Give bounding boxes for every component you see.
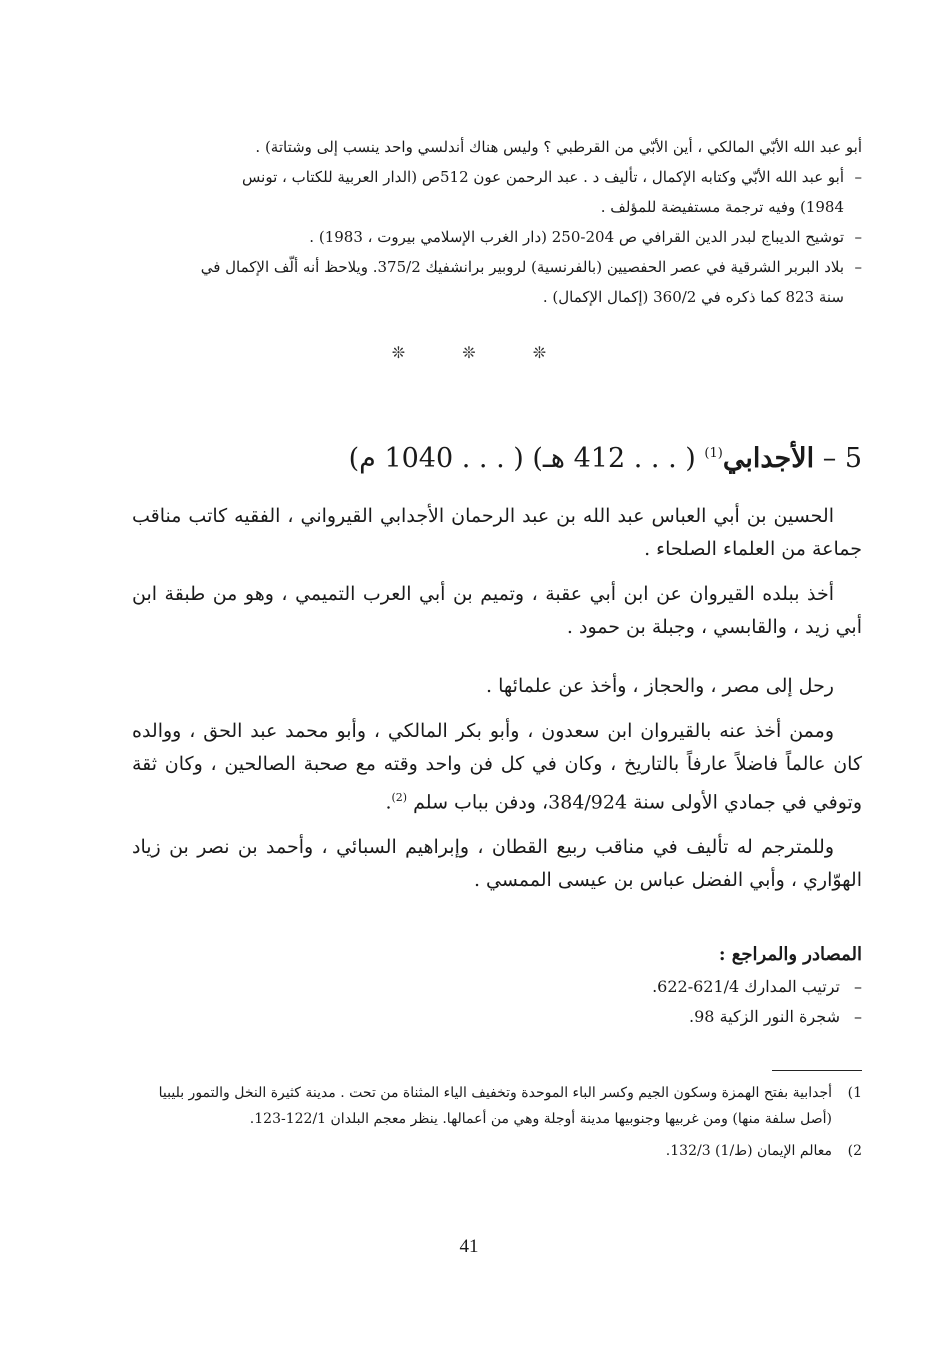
footnote-text: أجدابية بفتح الهمزة وسكون الجيم وكسر الباء الموحدة وتخفيف الياء المثناة من تحت . مدينة كثيرة النخل والتمور بليبيا (أصل سلفة منها) ومن غربيها وجنوبيها مدينة أوجلة وهي من أعمالها. ينظر معجم البلدان 122/1-123. [158,1085,832,1127]
reference-line: سنة 823 كما ذكره في 360/2 (إكمال الإكمال) . [542,288,844,306]
reference-item [132,162,862,222]
footnote [132,1138,862,1164]
paragraph [132,715,862,819]
entry-number: 5 – [822,443,862,474]
entry-heading [132,432,862,481]
footnote-ref[interactable]: (2) [391,791,408,804]
footnotes [132,1080,862,1170]
reference-line: – بلاد البربر الشرقية في عصر الحفصيين (بالفرنسية) لروبير برانشفيك 375/2. ويلاحظ أنه ألّف الإكمال في [200,258,844,276]
source-item: – ترتيب المدارك 621/4-622. [132,972,862,1002]
paragraph-text: وممن أخذ عنه بالقيروان ابن سعدون ، وأبو بكر المالكي ، وأبو محمد عبد الحق ، ووالده كان عالماً فاضلاً عارفاً بالتاريخ ، وكان في كل فن واحد وقته مع صحبة الصالحين ، وكان ثقة وتوفي في جمادي الأولى سنة 384/924، ودفن بباب سلم [132,720,862,814]
paragraph-end: . [385,791,392,814]
paragraph: أخذ ببلده القيروان عن ابن أبي عقبة ، وتميم بن أبي العرب التميمي ، وهو من طبقة ابن أبي زيد ، والقابسي ، وجبلة بن حمود . [132,583,862,638]
footnote-ref[interactable]: (1) [704,446,723,461]
paragraph: الحسين بن أبي العباس عبد الله بن عبد الرحمان الأجدابي القيرواني ، الفقيه كاتب مناقب جماعة من العلماء الصلحاء . [132,505,862,560]
footnote-number: 1) [847,1085,862,1101]
footnote-divider [772,1070,862,1071]
footnote-text: معالم الإيمان (ط/1) 132/3. [665,1143,832,1159]
reference-line: أبو عبد الله الأبّي المالكي ، أين الأبّي من القرطبي ؟ وليس هناك أندلسي واحد ينسب إلى وشتاتة) . [255,138,862,156]
reference-item [132,222,862,252]
page-number: 41 [459,1236,479,1257]
source-item: – شجرة النور الزكية 98. [132,1002,862,1032]
sources-section [132,940,862,1032]
sources-heading: المصادر والمراجع : [718,944,862,965]
section-separator: ❊ ❊ ❊ [391,343,573,362]
reference-line: – أبو عبد الله الأبّي وكتابه الإكمال ، تأليف د . عبد الرحمن عون 512ص (الدار العربية للكتاب ، تونس [242,168,844,186]
footnote-number: 2) [847,1143,862,1159]
paragraph: وللمترجم له تأليف في مناقب ربيع القطان ، وإبراهيم السبائي ، وأحمد بن نصر بن زياد الهوّاري ، وأبي الفضل عباس بن عيسى الممسي . [132,836,862,892]
entry-dates: ( . . . 412 هـ) ( . . . 1040 م) [348,443,696,474]
entry-name: الأجدابي [722,443,815,474]
reference-line: – توشيح الديباج لبدر الدين القرافي ص 204-250 (دار الغرب الإسلامي بيروت ، 1983) . [309,228,844,246]
reference-line: 1984) وفيه ترجمة مستفيضة للمؤلف . [600,198,844,216]
reference-item [132,252,862,312]
footnote [132,1080,862,1132]
previous-entry-references [132,132,862,312]
entry-body [132,500,862,909]
paragraph: رحل إلى مصر ، والحجاز ، وأخذ عن علمائها . [486,675,834,697]
